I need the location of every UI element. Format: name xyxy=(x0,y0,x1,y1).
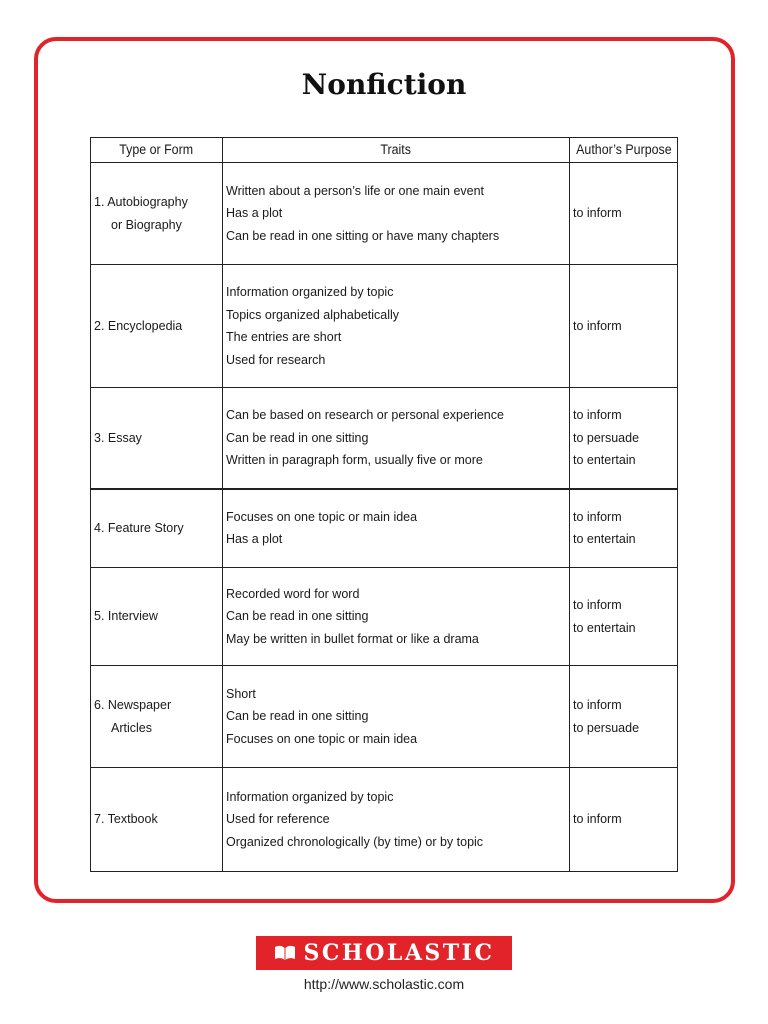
traits-line: The entries are short xyxy=(226,330,342,344)
type-line: 6. Newspaper xyxy=(94,698,172,712)
traits-line: Written about a person’s life or one main event xyxy=(226,183,485,198)
purpose-line: to entertain xyxy=(573,620,636,635)
traits-line: Can be read in one sitting xyxy=(226,430,369,445)
traits-line: Organized chronologically (by time) or by topic xyxy=(226,834,484,849)
traits-line: Used for research xyxy=(226,352,326,367)
footer-url: http://www.scholastic.com xyxy=(303,976,465,992)
type-cell xyxy=(91,388,223,489)
type-line: or Biography xyxy=(111,217,182,232)
table-row xyxy=(91,265,678,388)
traits-line: Can be read in one sitting xyxy=(226,609,369,624)
traits-line: Focuses on one topic or main idea xyxy=(226,731,418,746)
type-line: 2. Encyclopedia xyxy=(94,318,183,333)
traits-line: Used for reference xyxy=(226,812,330,827)
type-line: 3. Essay xyxy=(94,430,142,445)
table-row xyxy=(91,666,678,768)
purpose-line: to inform xyxy=(573,206,622,221)
traits-cell xyxy=(223,388,570,489)
purpose-line: to inform xyxy=(573,598,622,612)
header-authors-purpose: Author’s Purpose xyxy=(570,138,678,163)
type-line: 4. Feature Story xyxy=(94,521,184,535)
type-line: 1. Autobiography xyxy=(94,195,188,209)
type-cell xyxy=(91,163,223,265)
traits-cell xyxy=(223,568,570,666)
purpose-line: to inform xyxy=(573,318,622,333)
traits-cell xyxy=(223,666,570,768)
traits-line: Can be based on research or personal experience xyxy=(226,408,504,422)
traits-line: May be written in bullet format or like a drama xyxy=(226,631,479,646)
traits-cell xyxy=(223,489,570,568)
type-line: 5. Interview xyxy=(94,609,158,624)
header-traits: Traits xyxy=(223,138,570,163)
table-row xyxy=(91,768,678,872)
logo-text: SCHOLASTIC xyxy=(303,940,495,966)
purpose-line: to inform xyxy=(573,698,622,712)
traits-cell xyxy=(223,163,570,265)
table-row xyxy=(91,489,678,568)
traits-line: Topics organized alphabetically xyxy=(226,307,400,322)
traits-line: Has a plot xyxy=(226,532,283,547)
traits-cell xyxy=(223,265,570,388)
purpose-line: to persuade xyxy=(573,430,640,445)
type-line: 7. Textbook xyxy=(94,812,158,827)
purpose-line: to entertain xyxy=(573,453,636,467)
traits-line: Written in paragraph form, usually five or more xyxy=(226,453,483,467)
traits-cell xyxy=(223,768,570,872)
purpose-cell xyxy=(570,163,678,265)
table-body xyxy=(91,163,678,872)
type-line: Articles xyxy=(111,720,152,735)
scholastic-logo xyxy=(256,936,512,970)
traits-line: Information organized by topic xyxy=(226,285,394,299)
purpose-line: to inform xyxy=(573,812,622,827)
traits-line: Short xyxy=(226,686,256,701)
purpose-line: to entertain xyxy=(573,532,636,547)
purpose-cell xyxy=(570,666,678,768)
traits-line: Has a plot xyxy=(226,206,283,221)
header-type-or-form: Type or Form xyxy=(91,138,223,163)
type-cell xyxy=(91,666,223,768)
table-header-row xyxy=(91,138,678,163)
purpose-line: to persuade xyxy=(573,720,640,735)
traits-line: Information organized by topic xyxy=(226,789,394,804)
type-cell xyxy=(91,265,223,388)
traits-line: Focuses on one topic or main idea xyxy=(226,509,418,524)
traits-line: Can be read in one sitting or have many chapters xyxy=(226,228,500,243)
nonfiction-table xyxy=(90,137,678,872)
purpose-cell xyxy=(570,768,678,872)
type-cell xyxy=(91,768,223,872)
table-row xyxy=(91,388,678,489)
purpose-cell xyxy=(570,388,678,489)
open-book-icon xyxy=(274,945,296,961)
purpose-cell xyxy=(570,568,678,666)
type-cell xyxy=(91,489,223,568)
purpose-line: to inform xyxy=(573,408,622,422)
page-title: Nonfiction xyxy=(301,68,467,101)
traits-line: Can be read in one sitting xyxy=(226,709,369,724)
type-cell xyxy=(91,568,223,666)
table-row xyxy=(91,568,678,666)
purpose-cell xyxy=(570,489,678,568)
purpose-cell xyxy=(570,265,678,388)
table-row xyxy=(91,163,678,265)
traits-line: Recorded word for word xyxy=(226,586,360,601)
purpose-line: to inform xyxy=(573,509,622,524)
